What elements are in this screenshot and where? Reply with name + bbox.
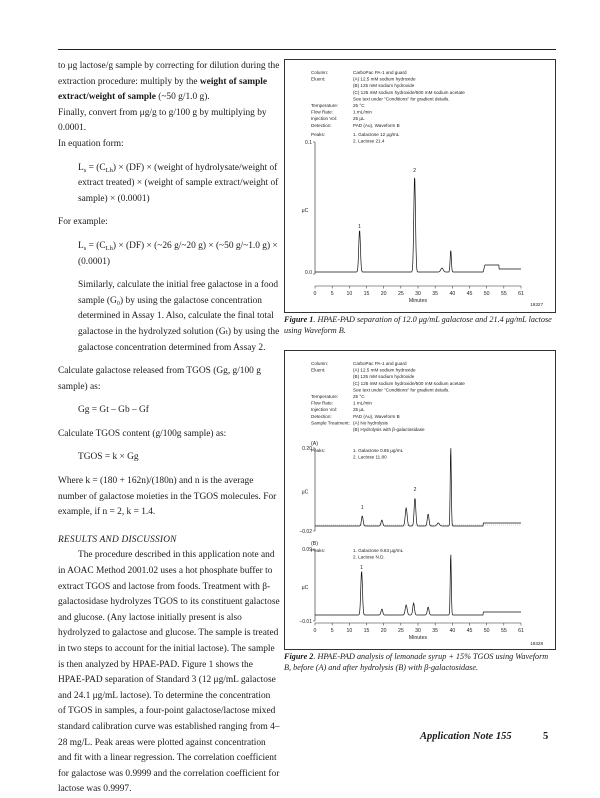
condition-value: (B) 125 mM sodium hydroxide <box>353 374 415 380</box>
condition-value: (A) 12.5 mM sodium hydroxide <box>353 76 416 82</box>
condition-label: Injection Vol: <box>311 116 338 122</box>
x-tick-label: 45 <box>466 291 473 297</box>
condition-value: CarboPac PA-1 and guard <box>353 70 407 75</box>
condition-value: See text under "Conditions" for gradient details. <box>353 387 450 393</box>
figure-id: 19328 <box>530 641 543 647</box>
x-axis-label: Minutes <box>408 298 428 304</box>
condition-value: CarboPac PA-1 and guard <box>353 361 407 367</box>
x-tick-label: 15 <box>363 628 370 635</box>
figure-id: 19327 <box>530 302 543 307</box>
condition-value: See text under "Conditions" for gradient details. <box>353 96 450 102</box>
peak-entry: 1. Galactose 9.63 μg/mL <box>353 548 404 554</box>
condition-label: Detection: <box>311 122 332 128</box>
chromatogram-trace <box>315 555 521 615</box>
condition-value: (A) 12.5 mM sodium hydroxide <box>353 367 416 373</box>
paragraph: For example: <box>58 217 108 228</box>
condition-value: 1 mL/min <box>353 109 372 115</box>
figure-1 <box>284 59 556 313</box>
figure-1-caption: Figure 1. HPAE-PAD separation of 12.0 μg/mL galactose and 21.4 μg/mL lactose using Waveform B. <box>284 315 552 335</box>
top-rule <box>58 49 556 50</box>
condition-value: 25 μL <box>353 407 365 413</box>
equation-example: $L_s = (C_{Lh}) \times (DF)$ × (~26 g/~20 g) × (~50 g/~1.0 g) × (0.0001) <box>78 240 278 267</box>
peak-entry: 2. Lactose N.D. <box>353 554 385 560</box>
y-tick-label: 0.20 <box>302 446 312 453</box>
paragraph: The procedure described in this application note and in AOAC Method 2001.02 uses a hot phosphate buffer to extract TGOS and lactose from foods. Treatment with β-galactosidase hydrolyzes TGOS to its constituent galactose and glucose. (Any lactose initially present is also hydrolyzed to galactose and glucose. The sample is treated in two steps to account for the initial lactose). The sample is then analyzed by HPAE-PAD. Figure 1 shows the HPAE-PAD separation of Standard 3 (12 μg/mL galactose and 24.1 μg/mL lactose). To determine the concentration of TGOS in samples, a four-point galactose/lactose mixed standard calibration curve was established ranging from 4–28 mg/L. Peak areas were plotted against concentration and fit with a linear regression. The correlation coefficient for galactose was 0.9999 and the correlation coefficient for lactose was 0.9997. <box>58 550 280 795</box>
figure-1-chromatogram <box>285 60 555 312</box>
peak-label-1: 1 <box>358 224 361 230</box>
y-axis-unit: μC <box>301 208 309 214</box>
footer-title: Application Note 155 <box>420 731 512 742</box>
condition-value: (C) 125 mM sodium hydroxide/500 mM sodium acetate <box>353 380 465 386</box>
x-tick-label: 5 <box>330 291 334 297</box>
chromatogram-trace <box>315 448 521 526</box>
paragraph: Finally, convert from μg/g to g/100 g by multiplying by 0.0001. <box>58 107 267 134</box>
condition-label: Temperature: <box>311 394 339 400</box>
x-tick-label: 40 <box>449 628 456 635</box>
equation-tgos: TGOS = k × Gg <box>78 452 139 463</box>
x-tick-label: 0 <box>313 291 317 297</box>
y-tick-label: 0.09 <box>302 547 312 554</box>
panel-a-label: (A) <box>311 441 318 448</box>
y-axis-unit: μC <box>301 489 309 496</box>
x-axis-label: Minutes <box>408 635 428 642</box>
left-column <box>58 59 280 798</box>
peak-entry: 1. Galactose 0.65 μg/mL <box>353 448 404 454</box>
x-tick-label: 40 <box>449 291 456 297</box>
x-tick-label: 20 <box>380 291 387 297</box>
condition-label: Sample Treatment: <box>311 420 350 426</box>
page-number: 5 <box>543 731 549 742</box>
condition-value: PAD (Au), Waveform B <box>353 122 400 128</box>
paragraph: Where k = (180 + 162n)/(180n) and n is the average number of galactose moieties in the TGOS molecules. For example, if n = 2, k = 1.4. <box>58 476 277 518</box>
condition-label: Injection Vol: <box>311 407 338 413</box>
panel-b-label: (B) <box>311 541 318 548</box>
x-tick-label: 30 <box>415 628 421 635</box>
x-tick-label: 50 <box>483 628 490 635</box>
condition-value: (C) 125 mM sodium hydroxide/500 mM sodium acetate <box>353 89 465 95</box>
x-tick-label: 45 <box>466 628 473 635</box>
x-tick-label: 61 <box>518 291 524 297</box>
x-tick-label: 10 <box>346 291 353 297</box>
paragraph: Similarly, calculate the initial free galactose in a food sample (G₀) by using the galactose concentration determined in Assay 1. Also, calculate the final total galactose in the hydrolyzed solution (Gₜ) by using the galactose concentration determined from Assay 2. <box>78 280 280 353</box>
peak-label-1: 1 <box>360 505 364 512</box>
condition-value: 25 μL <box>353 116 365 122</box>
condition-value: 1 mL/min <box>353 400 372 406</box>
paragraph: In equation form: <box>58 138 124 149</box>
right-column <box>284 59 556 673</box>
condition-value: 25 °C <box>353 394 365 400</box>
y-tick-label: 0.1 <box>305 140 312 146</box>
peak-label-2: 2 <box>413 168 417 174</box>
condition-label: Eluent: <box>311 76 326 82</box>
paragraph: Calculate TGOS content (g/100g sample) as: <box>58 428 227 439</box>
y-tick-label: 0.0 <box>305 270 312 276</box>
section-heading: RESULTS AND DISCUSSION <box>58 534 177 545</box>
condition-value: (A) No hydrolysis <box>353 420 388 426</box>
y-tick-label: −0.02 <box>299 529 312 536</box>
x-tick-label: 50 <box>483 291 490 297</box>
figure-2-chromatogram <box>285 351 555 649</box>
equation-gg: Gg = Gt – Gb – Gf <box>78 405 149 416</box>
condition-label: Flow Rate: <box>311 109 333 115</box>
condition-value: PAD (Au), Waveform B <box>353 413 400 419</box>
x-tick-label: 55 <box>500 628 507 635</box>
peaks-label: Peaks: <box>311 548 326 554</box>
x-tick-label: 0 <box>313 628 317 635</box>
peaks-label: Peaks: <box>311 448 326 454</box>
x-tick-label: 61 <box>518 628 524 635</box>
figure-2 <box>284 350 556 650</box>
peak-entry: 2. Lactose 11.80 <box>353 454 387 460</box>
x-tick-label: 15 <box>363 291 370 297</box>
x-tick-label: 35 <box>432 628 439 635</box>
condition-label: Temperature: <box>311 103 339 108</box>
condition-label: Column: <box>311 361 329 367</box>
x-tick-label: 20 <box>380 628 387 635</box>
condition-value: 25 °C <box>353 103 365 108</box>
x-tick-label: 25 <box>397 291 404 297</box>
y-tick-label: −0.01 <box>299 619 312 626</box>
x-tick-label: 30 <box>415 291 421 297</box>
peak-label-2: 2 <box>413 487 417 494</box>
figure-2-caption: Figure 2. HPAE-PAD analysis of lemonade syrup + 15% TGOS using Waveform B, before (A) and after hydrolysis (B) with β-galactosidase. <box>284 652 549 672</box>
condition-value: (B) Hydrolysis with β-galactosidase <box>353 427 425 433</box>
x-tick-label: 35 <box>432 291 439 297</box>
x-tick-label: 25 <box>397 628 404 635</box>
paragraph: to μg lactose/g sample by correcting for dilution during the extraction procedure: multiply by the weight of sample extract/weight of sample (~50 g/1.0 g). <box>58 61 280 103</box>
condition-label: Column: <box>311 70 329 75</box>
chromatogram-trace <box>315 178 521 272</box>
paragraph: Calculate galactose released from TGOS (Gg, g/100 g sample) as: <box>58 366 261 392</box>
condition-label: Detection: <box>311 413 332 419</box>
peak-entry: 1. Galactose 12 μg/mL <box>353 132 400 137</box>
peak-entry: 2. Lactose 21.4 <box>353 138 385 144</box>
condition-label: Eluent: <box>311 367 326 373</box>
x-tick-label: 5 <box>330 628 334 635</box>
x-tick-label: 55 <box>500 291 507 297</box>
condition-value: (B) 125 mM sodium hydroxide <box>353 83 415 89</box>
condition-label: Flow Rate: <box>311 400 333 406</box>
x-tick-label: 10 <box>346 628 353 635</box>
peak-label-1: 1 <box>360 565 363 572</box>
peaks-label: Peaks: <box>311 132 326 137</box>
equation-ls: $L_s = (C_{Lh}) \times (DF)$ × (weight of hydrolysate/weight of extract treated) × (weight of sample extract/weight of sample) × (0.0001) <box>78 162 279 204</box>
y-axis-unit: μC <box>301 585 309 592</box>
